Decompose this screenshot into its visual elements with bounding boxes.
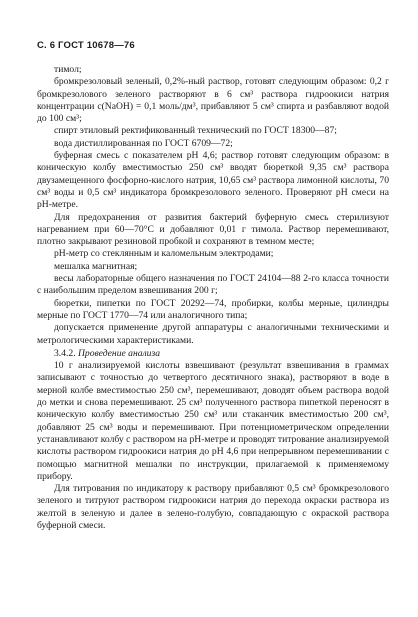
paragraph-bromocresol-green: бромкрезоловый зеленый, 0,2%-ный раствор, готовят следующим образом: 0,2 г бромкрезолового зеленого растворяют в 6 см³ раствора гидроокиси натрия концентрации c(NaOH) = 0,1 моль/дм³, прибавляют 5 см³ спирта и разбавляют водой до 100 см³; (37, 76, 389, 125)
paragraph-distilled-water: вода дистиллированная по ГОСТ 6709—72; (54, 137, 233, 149)
paragraph-indicator-titration: Для титрования по индикатору к раствору прибавляют 0,5 см³ бромкрезолового зеленого и титруют раствором гидроокиси натрия до перехода окраски раствора из желтой в зеленую и далее в зелено-голубую, совпадающую с окраской раствора буферной смеси. (37, 483, 389, 531)
paragraph-glassware: бюретки, пипетки по ГОСТ 20292—74, пробирки, колбы мерные, цилиндры мерные по ГОСТ 1770—74 или аналогичного типа; (37, 297, 389, 321)
page-header: С. 6 ГОСТ 10678—76 (37, 40, 135, 51)
document-body (37, 64, 389, 532)
paragraph-magnetic-stirrer: мешалка магнитная; (54, 260, 138, 272)
paragraph-analysis-procedure: 10 г анализируемой кислоты взвешивают (результат взвешивания в граммах записывают с точностью до четвертого десятичного знака), растворяют в воде в мерной колбе вместимостью 250 см³, перемешивают, доводят объем раствора водой до метки и снова перемешивают. 25 см³ полученного раствора пипеткой переносят в коническую колбу вместимостью 250 см³ или стаканчик вместимостью 200 см³, добавляют 25 см³ воды и перемешивают. При потенциометрическом определении устанавливают колбу с раствором на pH-метре и проводят титрование анализируемой кислоты раствором гидроокиси натрия до pH 4,6 при непрерывном перемешивании с помощью магнитной мешалки по инструкции, прилагаемой к применяемому прибору. (37, 360, 389, 482)
paragraph-ph-meter: pH-метр со стеклянным и каломельным электродами; (54, 248, 274, 260)
paragraph-scales: весы лабораторные общего назначения по ГОСТ 24104—88 2-го класса точности с наибольшим пределом взвешивания 200 г; (37, 273, 389, 297)
section-title: Проведение анализа (78, 347, 161, 359)
paragraph-ethyl-alcohol: спирт этиловый ректификованный технический по ГОСТ 18300—87; (54, 125, 337, 137)
paragraph-thymol: тимол; (54, 64, 82, 75)
paragraph-buffer-sterilization: Для предохранения от развития бактерий буферную смесь стерилизуют нагреванием при 60—70°С и добавляют 0,01 г тимола. Раствор перемешивают, плотно закрывают резиновой пробкой и сохраняют в темном месте; (37, 211, 389, 248)
paragraph-equipment-note: допускается применение другой аппаратуры с аналогичными техническими и метрологическими характеристиками. (37, 322, 389, 346)
section-heading (37, 348, 389, 360)
section-number: 3.4.2. (54, 347, 76, 359)
paragraph-buffer-mixture: буферная смесь с показателем pH 4,6; раствор готовят следующим образом: в коническую колбу вместимостью 250 см³ вводят бюреткой 9,35 см³ раствора двузамещенного фосфорно-кислого натрия, 10,65 см³ раствора лимонной кислоты, 70 см³ воды и 0,5 см³ индикатора бромкрезолового зеленого. Проверяют pH смеси на pH-метре. (37, 150, 389, 211)
